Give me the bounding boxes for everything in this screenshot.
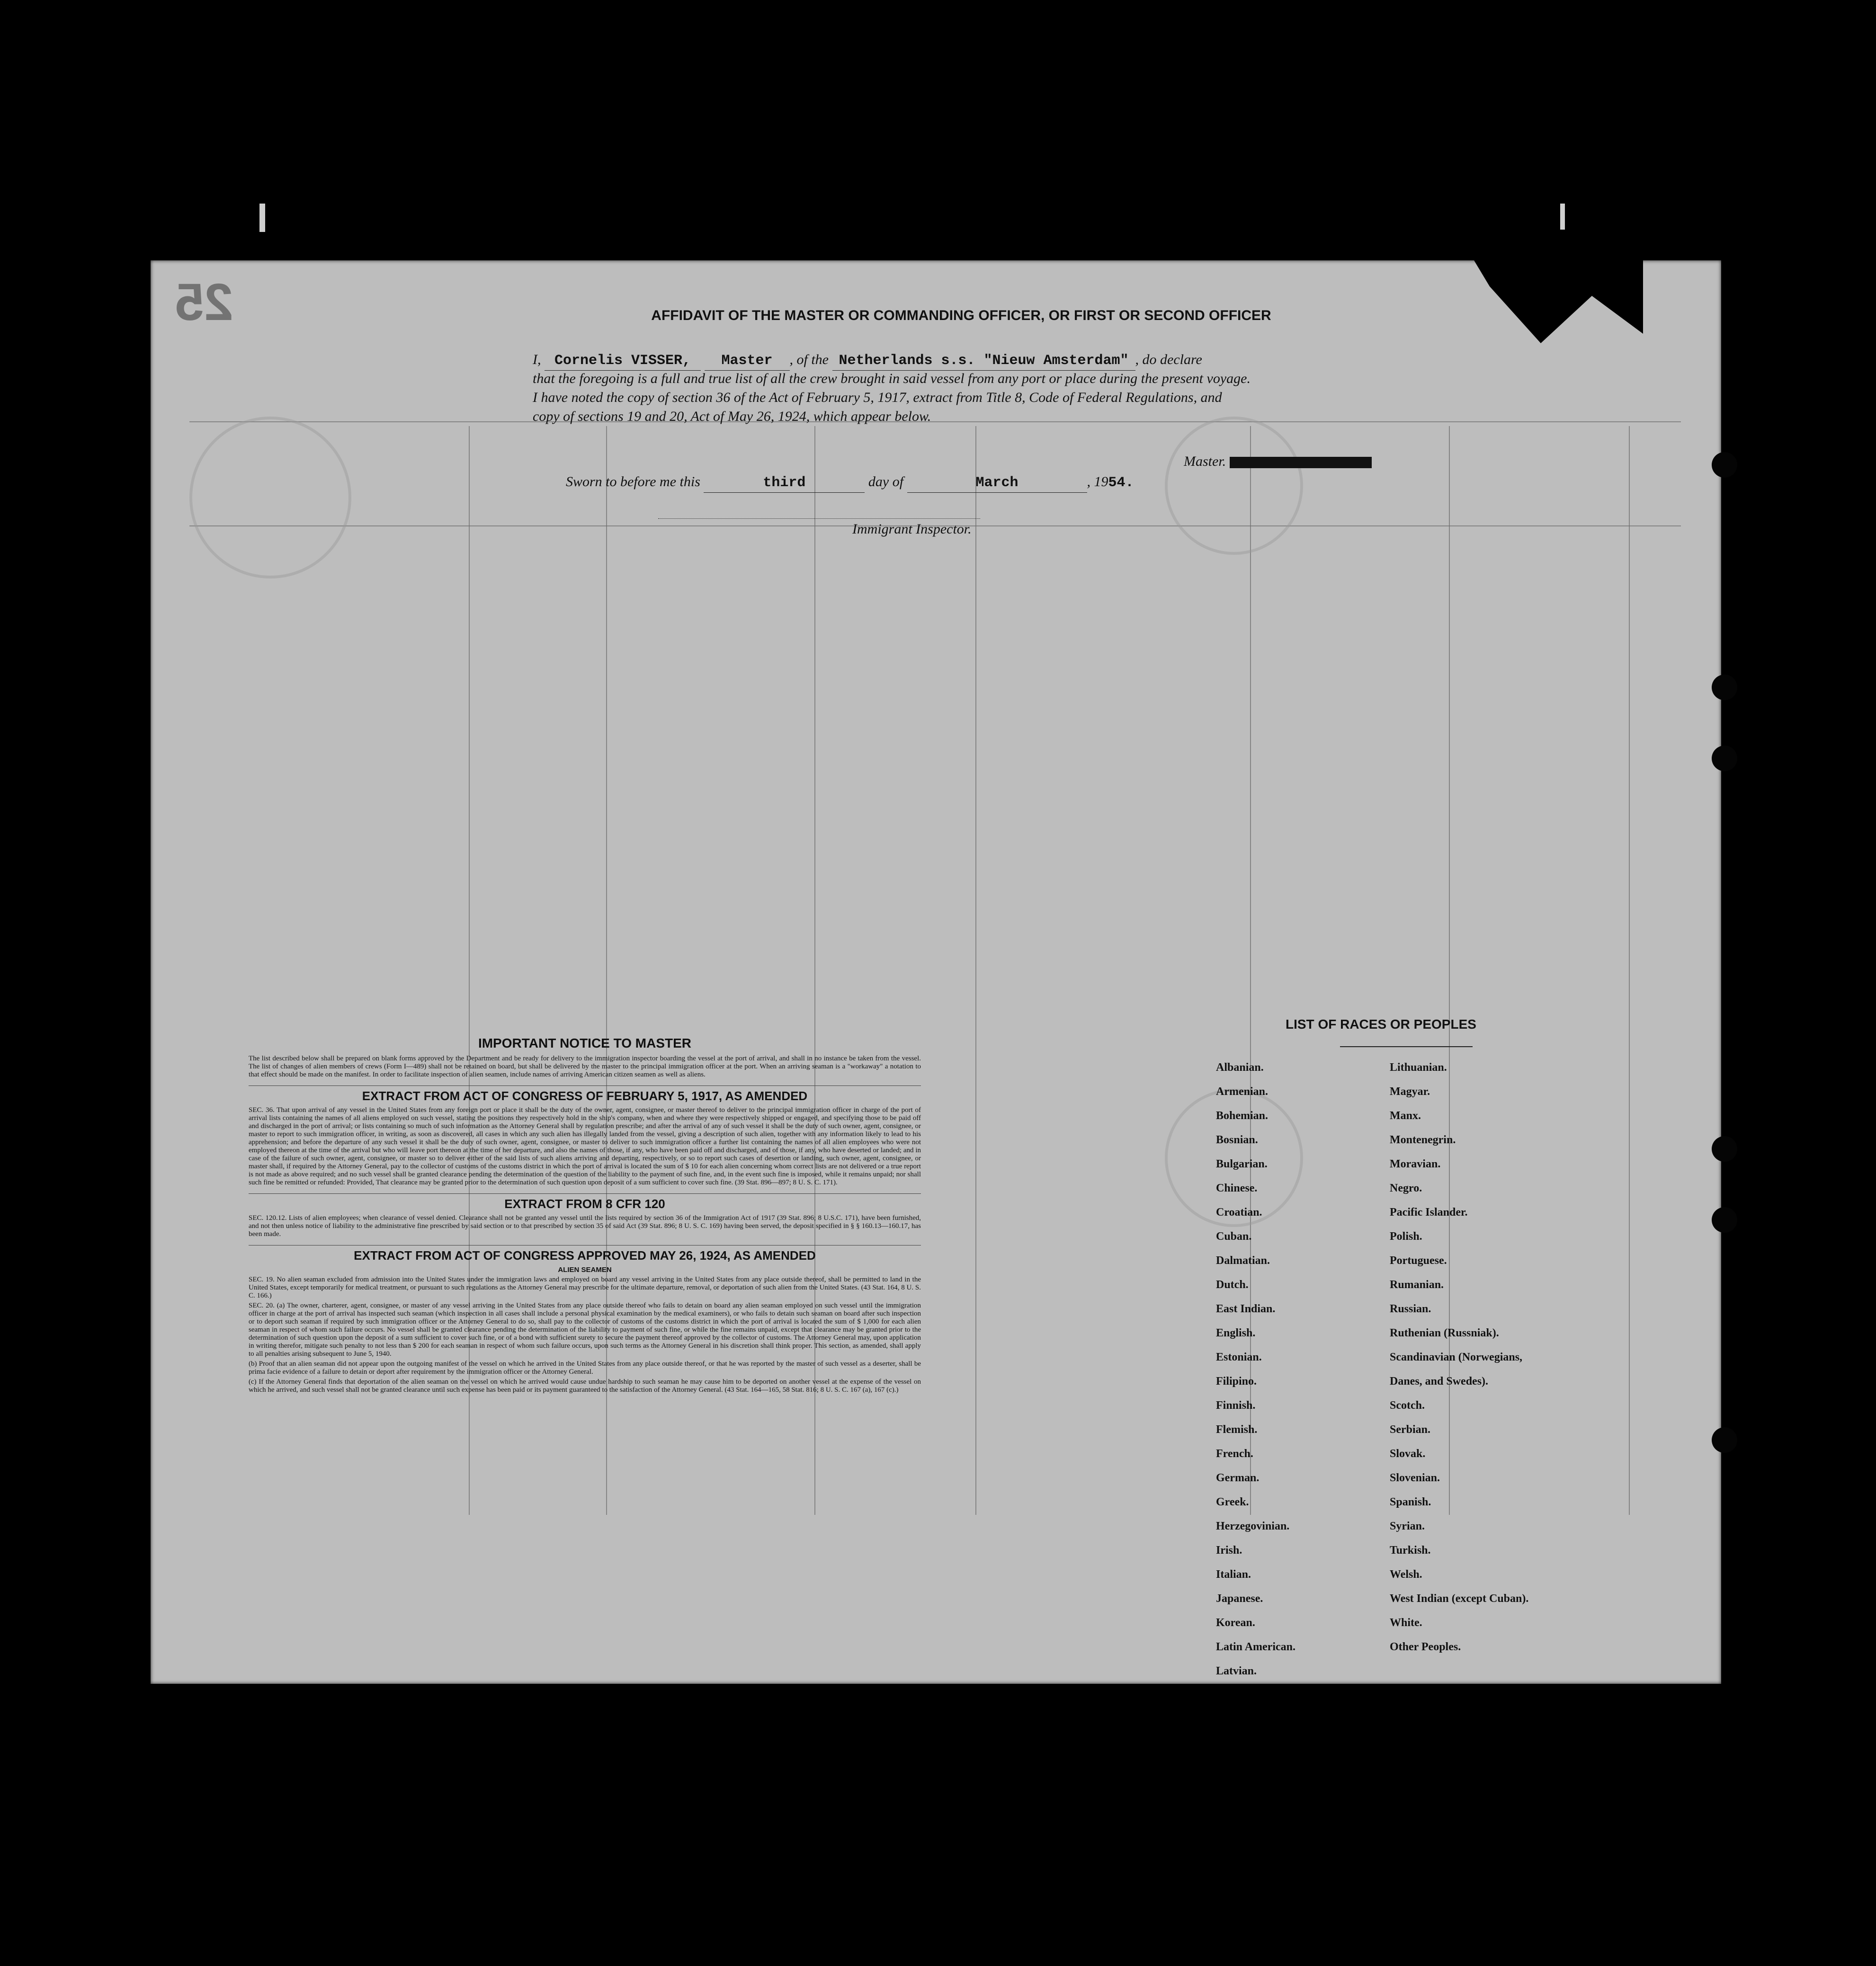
race-item: Montenegrin. [1390,1134,1456,1146]
section-36-text: SEC. 36. That upon arrival of any vessel in the United States from any foreign port or place it shall be the duty of the owner, agent, consignee, or master thereof to deliver to the principal immigration officer in charge of the port of arrival lists containing the names of all aliens employed on such vessel, stating the positions they respectively hold in the ship's company, when and where they were respectively shipped or engaged, and specifying those to be paid off and discharged in the port of arrival; or lists containing so much of such information as the Attorney General shall by regulation prescribe; and after the arrival of any of such vessel it shall be the duty of such owner, agent, consignee, or master to report to such immigration officer, in writing, as soon as discovered, all cases in which any such alien has illegally landed from the vessel, giving a description of such alien, together with any information likely to lead to his apprehension; and before the departure of any such vessel it shall be the duty of such owner, agent, consignee, or master to deliver to such immigration officer a further list containing the names of all alien employees who were not employed thereon at the time of the arrival but who will leave port thereon at the time of her departure, and also the names of those, if any, who have been paid off and discharged, and of those, if any, who have deserted or landed; and in case of the failure of such owner, agent, consignee, or master so to deliver either of the said lists of such aliens arriving and departing, respectively, or so to report such cases of desertion or landing, such owner, agent, consignee, or master shall, if required by the Attorney General, pay to the collector of customs of the customs district in which the port of arrival is located the sum of $ 10 for each alien concerning whom correct lists are not delivered or a true report is not made as above required; and no such vessel shall be granted clearance pending the determination of the question of the liability to the payment of such fine, and, in the event such fine is imposed, while it remains unpaid; nor shall such fine be remitted or refunded: Provided, That clearance may be granted prior to the determination of such question upon deposit of a sum sufficient to cover such fine. (39 Stat. 896—897; 8 U. S. C. 171). [249,1106,921,1186]
paper-scrap [1560,204,1565,230]
race-item: Japanese. [1216,1592,1263,1605]
punch-hole [1712,675,1737,700]
day-of-label: day of [868,474,904,489]
race-item: Scotch. [1390,1399,1425,1412]
punch-hole [1712,1427,1737,1453]
races-left-column [1216,1056,1295,1683]
race-item: Greek. [1216,1496,1249,1508]
race-item: Serbian. [1390,1423,1431,1436]
section-120-text: SEC. 120.12. Lists of alien employees; when clearance of vessel denied. Clearance shall not be granted any vessel until the lists required by section 36 of the Immigration Act of 1917 (39 Stat. 896; 8 U.S.C. 171), have been furnished, and not then unless notice of liability to the administrative fine prescribed by said section or to that prescribed by section 35 of said Act (39 Stat. 896; 8 U. S. C. 169) having been served, the deposit specified in § § 160.13—160.17, has been made. [249,1214,921,1238]
race-item: West Indian (except Cuban). [1390,1592,1529,1605]
master-rank: Master [705,351,790,371]
faint-stamp [189,417,351,578]
race-item: Russian. [1390,1303,1431,1315]
affidavit-prefix: I, [533,352,541,367]
punch-hole [1712,746,1737,771]
sworn-line [566,472,1134,493]
extract-cfr-heading: EXTRACT FROM 8 CFR 120 [249,1193,921,1211]
affidavit-line2: that the foregoing is a full and true list of all the crew brought in said vessel from any port or place during the present voyage. [533,371,1251,386]
bleed-through-rule [1629,426,1630,1515]
faint-stamp [1165,417,1303,555]
inspector-label: Immigrant Inspector. [852,521,972,537]
race-item: Danes, and Swedes). [1390,1375,1489,1388]
sworn-year: 54. [1108,475,1134,491]
race-item: Slovenian. [1390,1472,1440,1484]
race-item: White. [1390,1617,1422,1629]
race-item: Pacific Islander. [1390,1206,1468,1219]
race-item: Cuban. [1216,1230,1252,1243]
sworn-day: third [704,473,865,493]
extract-1917-heading: EXTRACT FROM ACT OF CONGRESS OF FEBRUARY 5, 1917, AS AMENDED [249,1085,921,1103]
race-item: Dutch. [1216,1279,1249,1291]
notice-title: IMPORTANT NOTICE TO MASTER [478,1036,692,1050]
alien-seamen-subheading: ALIEN SEAMEN [558,1266,612,1274]
races-title-rule [1340,1046,1473,1047]
race-item: Finnish. [1216,1399,1256,1412]
race-item: German. [1216,1472,1260,1484]
race-item: Italian. [1216,1568,1251,1581]
affidavit-line4: copy of sections 19 and 20, Act of May 26, 1924, which appear below. [533,409,931,424]
races-title: LIST OF RACES OR PEOPLES [1286,1017,1476,1032]
paper-scrap [259,204,265,232]
affidavit-line1 [533,350,1202,371]
bleed-through-rule [189,421,1681,422]
race-item: Albanian. [1216,1061,1264,1074]
section-19-text: SEC. 19. No alien seaman excluded from admission into the United States under the immigration laws and employed on board any vessel arriving in the United States from any place outside thereof, shall be permitted to land in the United States, except temporarily for medical treatment, or pursuant to such regulations as the Attorney General may prescribe for the ultimate departure, removal, or deportation of such alien from the United States. (43 Stat. 164, 8 U. S. C. 166.) [249,1276,921,1299]
punch-hole [1712,1136,1737,1162]
race-item: Armenian. [1216,1085,1268,1098]
race-item: Dalmatian. [1216,1254,1270,1267]
race-item: Filipino. [1216,1375,1257,1388]
race-item: Ruthenian (Russniak). [1390,1327,1499,1339]
race-item: Bosnian. [1216,1134,1258,1146]
race-item: Portuguese. [1390,1254,1447,1267]
race-item: Slovak. [1390,1448,1426,1460]
affidavit-line3: I have noted the copy of section 36 of the Act of February 5, 1917, extract from Title 8, Code of Federal Regulations, and [533,390,1222,405]
race-item: Polish. [1390,1230,1422,1243]
section-20b-text: (b) Proof that an alien seaman did not appear upon the outgoing manifest of the vessel on which he arrived in the United States from any place outside thereof, or that he was reported by the master of such vessel as a deserter, shall be prima facie evidence of a failure to detain or deport after requirement by the immigration officer or the Attorney General. [249,1360,921,1376]
extract-1924-heading: EXTRACT FROM ACT OF CONGRESS APPROVED MAY 26, 1924, AS AMENDED [249,1245,921,1263]
race-item: French. [1216,1448,1253,1460]
year-prefix: , 19 [1087,474,1108,489]
race-item: Chinese. [1216,1182,1258,1194]
race-item: Rumanian. [1390,1279,1444,1291]
master-label: Master. [1184,454,1226,469]
sheet-number: 25 [175,273,233,331]
punch-hole [1712,452,1737,478]
race-item: Croatian. [1216,1206,1262,1219]
race-item: Negro. [1390,1182,1422,1194]
affidavit-title: AFFIDAVIT OF THE MASTER OR COMMANDING OFFICER, OR FIRST OR SECOND OFFICER [651,308,1271,323]
race-item: Bulgarian. [1216,1158,1268,1170]
race-item: Lithuanian. [1390,1061,1447,1074]
redacted-signature [1230,457,1372,468]
punch-hole [1712,1207,1737,1233]
race-item: Bohemian. [1216,1110,1269,1122]
race-item: East Indian. [1216,1303,1276,1315]
bleed-through-rule [975,426,976,1515]
section-20a-text: SEC. 20. (a) The owner, charterer, agent, consignee, or master of any vessel arriving in the United States from any place outside thereof who fails to detain on board any alien seaman employed on such vessel until the immigration officer in charge at the port of arrival has inspected such seaman (which inspection in all cases shall include a personal physical examination by the medical examiners), or who fails to detain such seaman on board after such inspection or to deport such seaman if required by such immigration officer or the Attorney General to do so, shall pay to the collector of customs of the customs district in which the port of arrival is located the sum of $ 1,000 for each alien seaman in respect of whom such failure occurs. No vessel shall be granted clearance pending the determination of the liability to payment of such fine, or while the fine remains unpaid, except that clearance may be granted prior to the determination of such question upon the deposit of a sum sufficient to cover such fine, or of a bond with sufficient surety to secure the payment thereof approved by the collector of customs. The Attorney General may, upon application in writing therefor, mitigate such penalty to not less than $ 200 for each seaman in respect of whom such failure occurs, upon such terms as the Attorney General in his discretion shall think proper. This section, as amended, shall apply to all penalties arising subsequent to June 5, 1940. [249,1302,921,1358]
of-the: , of the [789,352,829,367]
race-item: Korean. [1216,1617,1255,1629]
master-name: Cornelis VISSER, [545,351,701,371]
race-item: Turkish. [1390,1544,1431,1557]
race-item: Herzegovinian. [1216,1520,1290,1532]
inspector-signature-line [658,518,980,519]
race-item: Moravian. [1390,1158,1441,1170]
race-item: Irish. [1216,1544,1242,1557]
race-item: Manx. [1390,1110,1421,1122]
race-item: Other Peoples. [1390,1641,1461,1653]
notice-body: The list described below shall be prepared on blank forms approved by the Department and be ready for delivery to the immigration inspector boarding the vessel at the port of arrival, and shall in no instance be taken from the vessel. The list of changes of alien members of crews (Form I—489) shall not be retained on board, but shall be delivered by the master to the principal immigration officer at the port. When an arriving seaman is a "workaway" a notation to that effect should be made on the manifest. In order to facilitate inspection of alien seamen, include names of arriving American citizen seamen as well as aliens. [249,1055,921,1078]
race-item: Latin American. [1216,1641,1295,1653]
important-notice [249,1032,921,1396]
race-item: Syrian. [1390,1520,1425,1532]
master-signature-line [1184,452,1372,471]
do-declare: , do declare [1135,352,1202,367]
sworn-month: March [907,473,1087,493]
sworn-label: Sworn to before me this [566,474,700,489]
races-right-column [1390,1056,1528,1659]
race-item: Scandinavian (Norwegians, [1390,1351,1523,1363]
race-item: Estonian. [1216,1351,1262,1363]
section-20c-text: (c) If the Attorney General finds that deportation of the alien seaman on the vessel on which he arrived would cause undue hardship to such seaman he may cause him to be deported on another vessel at the expense of the vessel on which he arrived, and such vessel shall not be granted clearance until such expense has been paid or its payment guaranteed to the satisfaction of the Attorney General. (43 Stat. 164—165, 58 Stat. 816; 8 U. S. C. 167 (a), 167 (c).) [249,1378,921,1394]
vessel-name: Netherlands s.s. "Nieuw Amsterdam" [832,351,1135,371]
race-item: Magyar. [1390,1085,1430,1098]
race-item: Latvian. [1216,1665,1257,1677]
race-item: Flemish. [1216,1423,1258,1436]
race-item: Welsh. [1390,1568,1422,1581]
race-item: English. [1216,1327,1256,1339]
race-item: Spanish. [1390,1496,1431,1508]
